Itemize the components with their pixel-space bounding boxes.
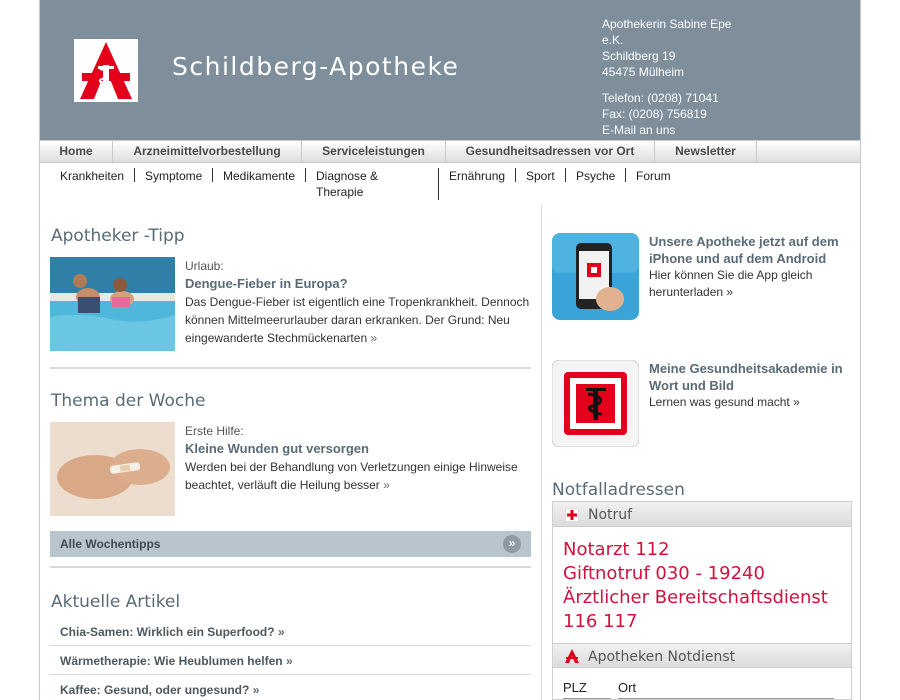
akademie-promo-text (649, 360, 852, 411)
app-promo[interactable] (552, 233, 852, 321)
notruf-label: Notruf (588, 507, 633, 523)
nav-arzneimittelvorbestellung[interactable]: Arzneimittelvorbestellung (113, 141, 302, 163)
all-tips-button[interactable] (50, 531, 531, 557)
subnav-symptome[interactable]: Symptome (145, 169, 203, 183)
app-promo-text (649, 233, 852, 301)
contact-info (602, 16, 752, 138)
plz-input-line[interactable] (563, 698, 611, 699)
akademie-promo-title[interactable]: Meine Gesundheitsakademie in Wort und Bild (649, 361, 843, 393)
smartphone-app-image[interactable] (552, 233, 639, 320)
red-cross-icon (565, 508, 579, 522)
main-nav (40, 140, 860, 163)
nav-newsletter[interactable]: Newsletter (655, 141, 757, 163)
divider (50, 367, 531, 369)
app-promo-more[interactable]: » (726, 285, 734, 299)
article-item[interactable] (50, 646, 531, 675)
tipp-heading: Apotheker -Tipp (51, 226, 185, 246)
notdienst-label: Apotheken Notdienst (588, 649, 736, 665)
akademie-promo[interactable] (552, 360, 852, 448)
article-title[interactable]: Chia-Samen: Wirklich ein Superfood? (60, 625, 275, 639)
divider (50, 566, 531, 568)
subnav-krankheiten[interactable]: Krankheiten (60, 169, 125, 183)
email-link[interactable]: E-Mail an uns (602, 123, 676, 137)
column-divider (541, 204, 542, 700)
address-line: 45475 Mülheim (602, 65, 685, 79)
tipp-more-link[interactable]: » (370, 331, 378, 345)
thema-kicker: Erste Hilfe: (185, 424, 244, 438)
emergency-number: Ärztlicher Bereitschaftsdienst (563, 587, 828, 608)
tipp-text: Das Dengue-Fieber ist eigentlich eine Tropenkrankheit. Dennoch können Mittelmeerurlauber daran erkranken. Der Grund: Neu eingewanderte Stechmückenarten (185, 295, 530, 345)
emergency-number: Notarzt 112 (563, 539, 670, 560)
phone: Telefon: (0208) 71041 (602, 91, 719, 105)
notdienst-bar (553, 643, 851, 668)
emergency-number: 116 117 (563, 611, 638, 632)
subnav-medikamente[interactable]: Medikamente (223, 169, 296, 183)
akademie-promo-more[interactable]: » (793, 395, 800, 409)
thema-more-link[interactable]: » (383, 478, 390, 492)
articles-heading: Aktuelle Artikel (51, 592, 181, 612)
app-promo-desc: Hier können Sie die App gleich herunterladen (649, 268, 813, 299)
emergency-number: Giftnotruf 030 - 19240 (563, 563, 765, 584)
article-item[interactable] (50, 675, 531, 700)
thema-title[interactable]: Kleine Wunden gut versorgen (185, 441, 369, 456)
emergency-heading: Notfalladressen (552, 480, 685, 500)
address-line: e.K. (602, 33, 624, 47)
app-promo-title[interactable]: Unsere Apotheke jetzt auf dem iPhone und auf dem Android (649, 234, 839, 266)
subnav-psyche[interactable]: Psyche (576, 169, 616, 183)
article-title[interactable]: Kaffee: Gesund, oder ungesund? (60, 683, 250, 697)
subnav-diagnose-line: Diagnose & (316, 169, 379, 183)
subnav-diagnose-therapie[interactable] (316, 168, 378, 200)
notruf-bar (553, 502, 851, 527)
article-item[interactable] (50, 617, 531, 646)
article-more[interactable]: » (252, 683, 260, 697)
pool-image[interactable] (50, 257, 175, 351)
akademie-promo-desc: Lernen was gesund macht (649, 395, 790, 409)
tipp-kicker: Urlaub: (185, 259, 224, 273)
site-title[interactable]: Schildberg-Apotheke (172, 52, 460, 81)
tipp-text-block (185, 257, 531, 347)
wound-image[interactable] (50, 422, 175, 516)
apotheke-a-icon (564, 648, 580, 664)
subnav-therapie-line: Therapie (316, 185, 364, 199)
tipp-title[interactable]: Dengue-Fieber in Europa? (185, 276, 348, 291)
nav-home[interactable]: Home (40, 141, 113, 163)
ort-input-line[interactable] (618, 698, 834, 699)
subnav-forum[interactable]: Forum (636, 169, 671, 183)
apotheke-logo[interactable] (74, 39, 138, 102)
thema-teaser[interactable] (50, 422, 531, 516)
tipp-teaser[interactable] (50, 257, 531, 351)
nav-serviceleistungen[interactable]: Serviceleistungen (302, 141, 446, 163)
thema-text: Werden bei der Behandlung von Verletzungen einige Hinweise beachtet, verläuft die Heilung besser (185, 460, 518, 492)
nav-gesundheitsadressen[interactable]: Gesundheitsadressen vor Ort (446, 141, 655, 163)
fax: Fax: (0208) 756819 (602, 107, 707, 121)
ort-label: Ort (618, 680, 637, 695)
subnav-ernaehrung[interactable]: Ernährung (449, 169, 506, 183)
subnav-sport[interactable]: Sport (526, 169, 555, 183)
emergency-box (552, 501, 852, 700)
all-tips-label: Alle Wochentipps (60, 537, 161, 551)
address-line: Schildberg 19 (602, 49, 676, 63)
article-more[interactable]: » (277, 625, 285, 639)
double-chevron-right-icon: » (503, 535, 521, 553)
thema-text-block (185, 422, 531, 494)
thema-heading: Thema der Woche (51, 391, 206, 411)
article-more[interactable]: » (285, 654, 293, 668)
sub-nav (40, 164, 860, 204)
plz-label: PLZ (563, 680, 587, 695)
address-line: Apothekerin Sabine Epe (602, 17, 732, 31)
article-title[interactable]: Wärmetherapie: Wie Heublumen helfen (60, 654, 283, 668)
gesundheitsakademie-image[interactable] (552, 360, 639, 447)
